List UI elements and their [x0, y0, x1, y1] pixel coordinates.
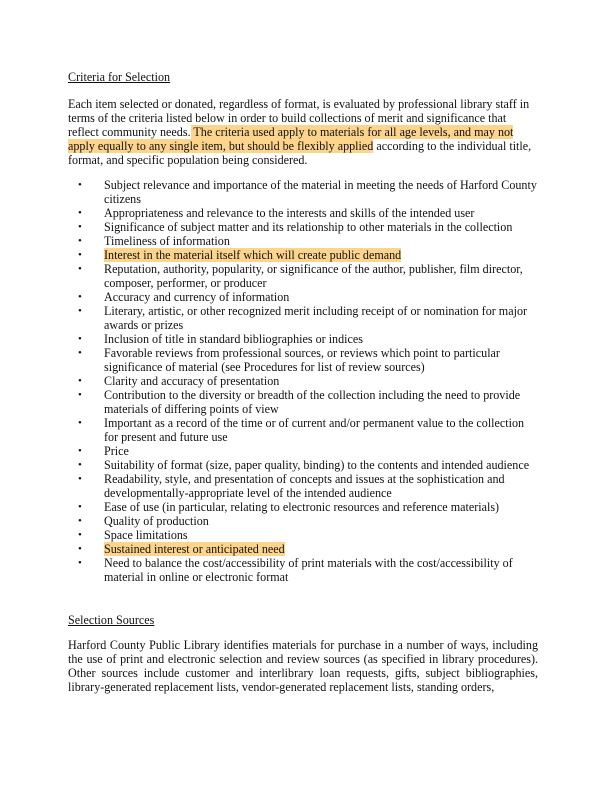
- bullet-icon: •: [78, 207, 82, 219]
- criteria-item-text: Significance of subject matter and its relationship to other materials in the collection: [104, 220, 513, 234]
- criteria-item-text: Important as a record of the time or of current and/or permanent value to the collection for present and future use: [104, 416, 525, 444]
- criteria-list-item: [68, 458, 538, 472]
- criteria-item-text: Timeliness of information: [104, 234, 230, 248]
- intro-highlighted-text: The criteria used apply to materials for all age levels, and may not apply equally to any single item, but should be flexibly applied: [68, 125, 514, 153]
- bullet-icon: •: [78, 235, 82, 247]
- criteria-item-text: Interest in the material itself which will create public demand: [104, 248, 402, 262]
- criteria-list-item: [68, 556, 538, 584]
- bullet-icon: •: [78, 333, 82, 345]
- criteria-list: [68, 178, 538, 584]
- criteria-list-item: [68, 444, 538, 458]
- criteria-list-item: [68, 262, 538, 290]
- bullet-icon: •: [78, 501, 82, 513]
- bullet-icon: •: [78, 459, 82, 471]
- criteria-list-item: [68, 528, 538, 542]
- criteria-list-item: [68, 388, 538, 416]
- bullet-icon: •: [78, 557, 82, 569]
- criteria-list-item: [68, 500, 538, 514]
- criteria-item-text: Literary, artistic, or other recognized merit including receipt of or nomination for major awards or prizes: [104, 304, 528, 332]
- criteria-list-item: [68, 220, 538, 234]
- bullet-icon: •: [78, 305, 82, 317]
- bullet-icon: •: [78, 179, 82, 191]
- bullet-icon: •: [78, 347, 82, 359]
- bullet-icon: •: [78, 263, 82, 275]
- criteria-list-item: [68, 346, 538, 374]
- criteria-list-item: [68, 304, 538, 332]
- criteria-list-item: [68, 178, 538, 206]
- criteria-item-text: Space limitations: [104, 528, 188, 542]
- criteria-item-text: Reputation, authority, popularity, or significance of the author, publisher, film director, composer, performer, or producer: [104, 262, 523, 290]
- criteria-item-text: Readability, style, and presentation of concepts and issues at the sophistication and developmentally-appropriate level of the intended audience: [104, 472, 505, 500]
- criteria-list-item: [68, 290, 538, 304]
- criteria-item-text: Need to balance the cost/accessibility of print materials with the cost/accessibility of material in online or electronic format: [104, 556, 513, 584]
- criteria-item-text: Ease of use (in particular, relating to electronic resources and reference materials): [104, 500, 500, 514]
- criteria-item-text: Quality of production: [104, 514, 209, 528]
- criteria-list-item: [68, 206, 538, 220]
- criteria-item-text: Clarity and accuracy of presentation: [104, 374, 280, 388]
- bullet-icon: •: [78, 389, 82, 401]
- criteria-item-text: Price: [104, 444, 129, 458]
- bullet-icon: •: [78, 249, 82, 261]
- sources-paragraph: Harford County Public Library identifies materials for purchase in a number of ways, including the use of print and electronic selection and review sources (as specified in library procedures). Other sources include customer and interlibrary loan requests, gifts, subject bibliographies, library-generated replacement lists, vendor-generated replacement lists, standing orders,: [68, 638, 538, 694]
- criteria-item-text: Subject relevance and importance of the material in meeting the needs of Harford County citizens: [104, 178, 537, 206]
- bullet-icon: •: [78, 375, 82, 387]
- criteria-item-text: Sustained interest or anticipated need: [104, 542, 285, 556]
- criteria-item-text: Favorable reviews from professional sources, or reviews which point to particular significance of material (see Procedures for list of review sources): [104, 346, 500, 374]
- criteria-item-text: Appropriateness and relevance to the interests and skills of the intended user: [104, 206, 475, 220]
- criteria-list-item: [68, 542, 538, 556]
- intro-text-end: according to the individual title, format, and specific population being considered.: [68, 139, 532, 167]
- criteria-intro: [68, 97, 538, 167]
- criteria-item-text: Contribution to the diversity or breadth of the collection including the need to provide materials of differing points of view: [104, 388, 521, 416]
- criteria-list-item: [68, 374, 538, 388]
- bullet-icon: •: [78, 473, 82, 485]
- bullet-icon: •: [78, 445, 82, 457]
- criteria-item-text: Suitability of format (size, paper quality, binding) to the contents and intended audience: [104, 458, 530, 472]
- criteria-heading: Criteria for Selection: [68, 70, 171, 84]
- bullet-icon: •: [78, 529, 82, 541]
- criteria-list-item: [68, 416, 538, 444]
- sources-heading: Selection Sources: [68, 613, 155, 627]
- criteria-item-text: Inclusion of title in standard bibliographies or indices: [104, 332, 363, 346]
- criteria-list-item: [68, 514, 538, 528]
- bullet-icon: •: [78, 543, 82, 555]
- criteria-list-item: [68, 234, 538, 248]
- bullet-icon: •: [78, 417, 82, 429]
- criteria-item-text: Accuracy and currency of information: [104, 290, 290, 304]
- criteria-list-item: [68, 248, 538, 262]
- intro-text: Each item selected or donated, regardless of format, is evaluated by professional library staff in terms of the criteria listed below in order to build collections of merit and significance that reflect community needs.: [68, 97, 530, 139]
- criteria-list-item: [68, 332, 538, 346]
- bullet-icon: •: [78, 221, 82, 233]
- bullet-icon: •: [78, 291, 82, 303]
- bullet-icon: •: [78, 515, 82, 527]
- criteria-list-item: [68, 472, 538, 500]
